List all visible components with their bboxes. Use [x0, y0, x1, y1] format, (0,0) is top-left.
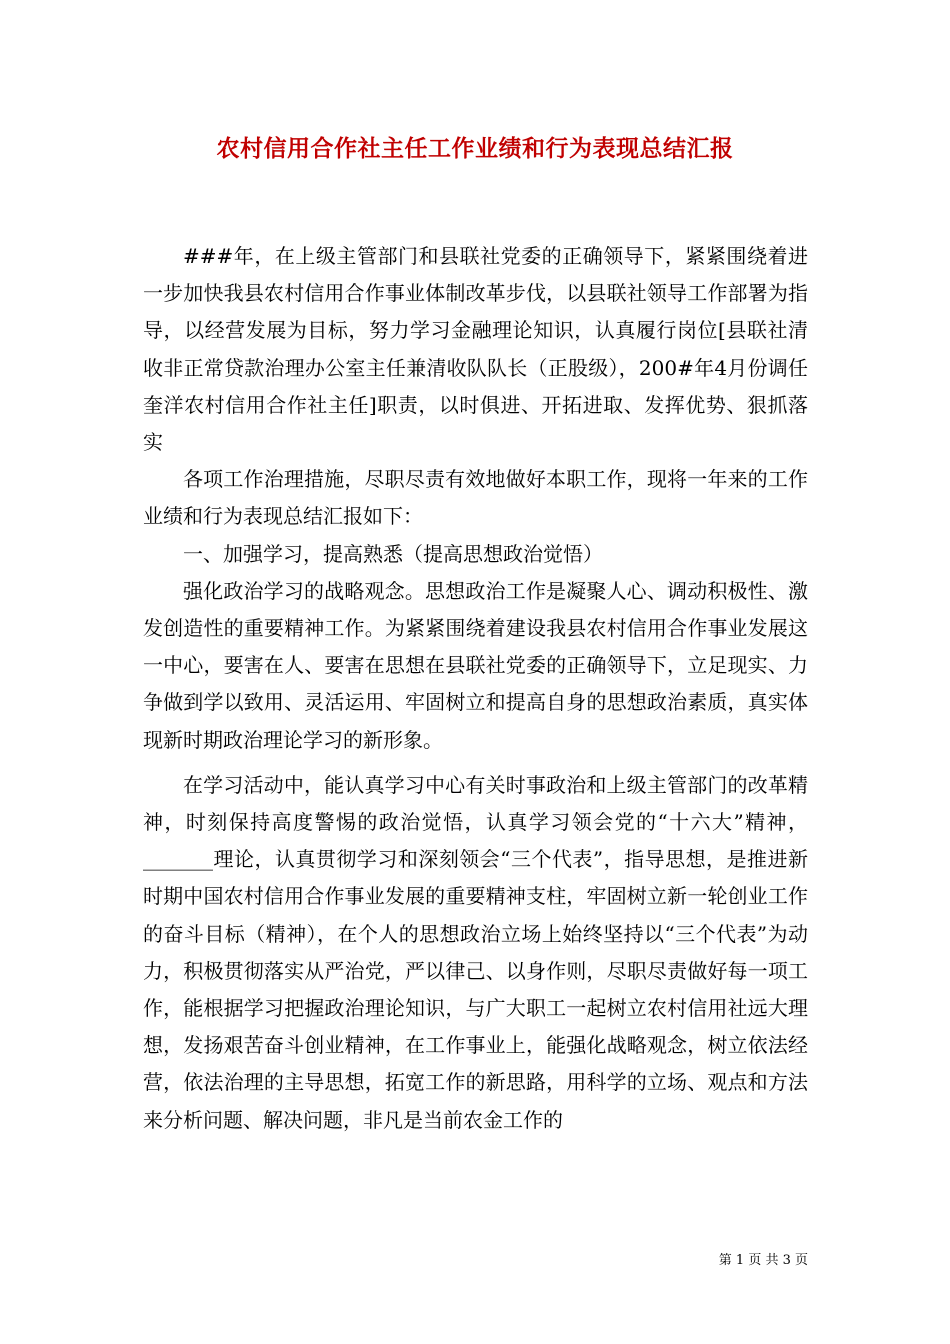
paragraph-summary-lead: 各项工作治理措施，尽职尽责有效地做好本职工作，现将一年来的工作业绩和行为表现总结汇报如下：: [143, 467, 808, 529]
document-body: [143, 238, 808, 1139]
document-title: 农村信用合作社主任工作业绩和行为表现总结汇报: [216, 135, 734, 162]
section-heading-1: 一、加强学习，提高熟悉（提高思想政治觉悟）: [183, 541, 603, 566]
paragraph-learning-activities: 在学习活动中，能认真学习中心有关时事政治和上级主管部门的改革精神，时刻保持高度警惕的政治觉悟，认真学习领会党的“十六大”精神，_______理论，认真贯彻学习和深刻领会“三个代表”，指导思想，是推进新时期中国农村信用合作事业发展的重要精神支柱，牢固树立新一轮创业工作的奋斗目标（精神），在个人的思想政治立场上始终坚持以“三个代表”为动力，积极贯彻落实从严治党，严以律己、以身作则，尽职尽责做好每一项工作，能根据学习把握政治理论知识，与广大职工一起树立农村信用社远大理想，发扬艰苦奋斗创业精神，在工作事业上，能强化战略观念，树立依法经营，依法治理的主导思想，拓宽工作的新思路，用科学的立场、观点和方法来分析问题、解决问题，非凡是当前农金工作的: [143, 772, 808, 1132]
paragraph-political-study: 强化政治学习的战略观念。思想政治工作是凝聚人心、调动积极性、激发创造性的重要精神工作。为紧紧围绕着建设我县农村信用合作事业发展这一中心，要害在人、要害在思想在县联社党委的正确领导下，立足现实、力争做到学以致用、灵活运用、牢固树立和提高自身的思想政治素质，真实体现新时期政治理论学习的新形象。: [143, 578, 808, 752]
page-number-footer: 第 1 页 共 3 页: [718, 1253, 808, 1268]
paragraph-intro: ###年，在上级主管部门和县联社党委的正确领导下，紧紧围绕着进一步加快我县农村信用合作事业体制改革步伐，以县联社领导工作部署为指导，以经营发展为目标，努力学习金融理论知识，认真履行岗位[县联社清收非正常贷款治理办公室主任兼清收队队长（正股级），200#年4月份调任奎洋农村信用合作社主任]职责，以时俱进、开拓进取、发挥优势、狠抓落实: [143, 244, 808, 455]
